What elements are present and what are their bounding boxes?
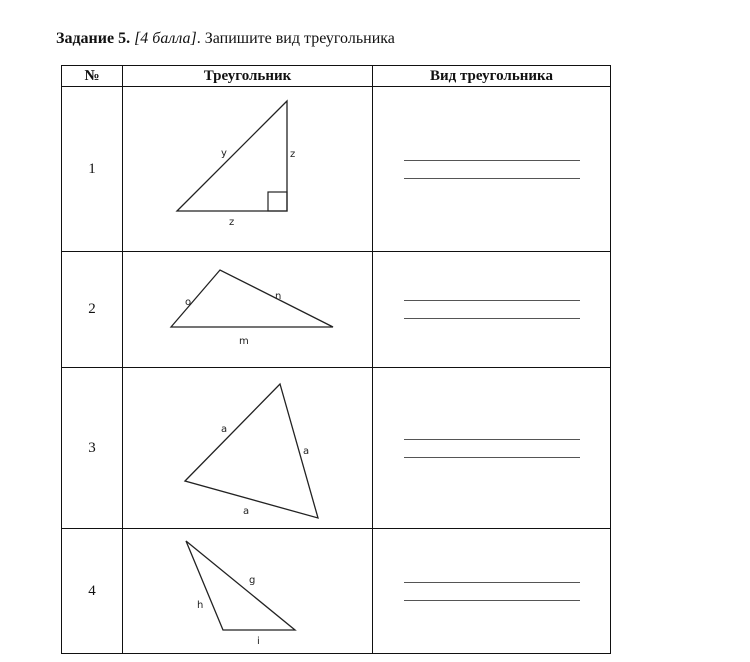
answer-cell[interactable] [373,252,611,368]
side-label: g [249,575,256,586]
side-label: z [229,217,235,228]
answer-line[interactable] [404,457,580,458]
answer-line[interactable] [404,178,580,179]
triangle-shape [171,270,333,327]
table-row [62,87,611,252]
side-label: a [303,446,310,457]
answer-cell[interactable] [373,529,611,654]
answer-line[interactable] [404,600,580,601]
triangle-shape [186,541,295,630]
equilateral-triangle-figure [123,368,372,528]
triangle-table [61,65,611,654]
task-points: [4 балла] [134,30,197,47]
header-number: № [62,66,123,87]
row-number: 4 [62,529,123,654]
side-label: a [221,424,228,435]
header-triangle: Треугольник [123,66,373,87]
answer-line[interactable] [404,300,580,301]
row-number: 3 [62,368,123,529]
table-row [62,368,611,529]
row-number: 2 [62,252,123,368]
task-instruction: . Запишите вид треугольника [196,30,395,47]
answer-line[interactable] [404,318,580,319]
side-label: i [257,636,260,647]
side-label: o [185,297,192,308]
answer-line[interactable] [404,160,580,161]
answer-line[interactable] [404,582,580,583]
header-triangle-type: Вид треугольника [373,66,611,87]
side-label: y [221,148,227,159]
answer-cell[interactable] [373,368,611,529]
task-heading [56,30,395,48]
side-label: m [239,336,249,347]
obtuse-triangle-figure [123,529,372,653]
triangle-figure-cell [123,252,373,368]
right-triangle-figure [123,87,372,251]
triangle-figure-cell [123,87,373,252]
table-header-row [62,66,611,87]
triangle-shape [177,101,287,211]
row-number: 1 [62,87,123,252]
answer-line[interactable] [404,439,580,440]
table-row [62,252,611,368]
scalene-triangle-figure [123,252,372,367]
right-angle-marker [268,192,287,211]
side-label: h [197,600,204,611]
side-label: a [243,506,250,517]
table-row [62,529,611,654]
triangle-figure-cell [123,368,373,529]
task-label: Задание 5. [56,30,131,47]
triangle-figure-cell [123,529,373,654]
triangle-shape [185,384,318,518]
answer-cell[interactable] [373,87,611,252]
side-label: z [290,149,296,160]
side-label: n [275,291,282,302]
